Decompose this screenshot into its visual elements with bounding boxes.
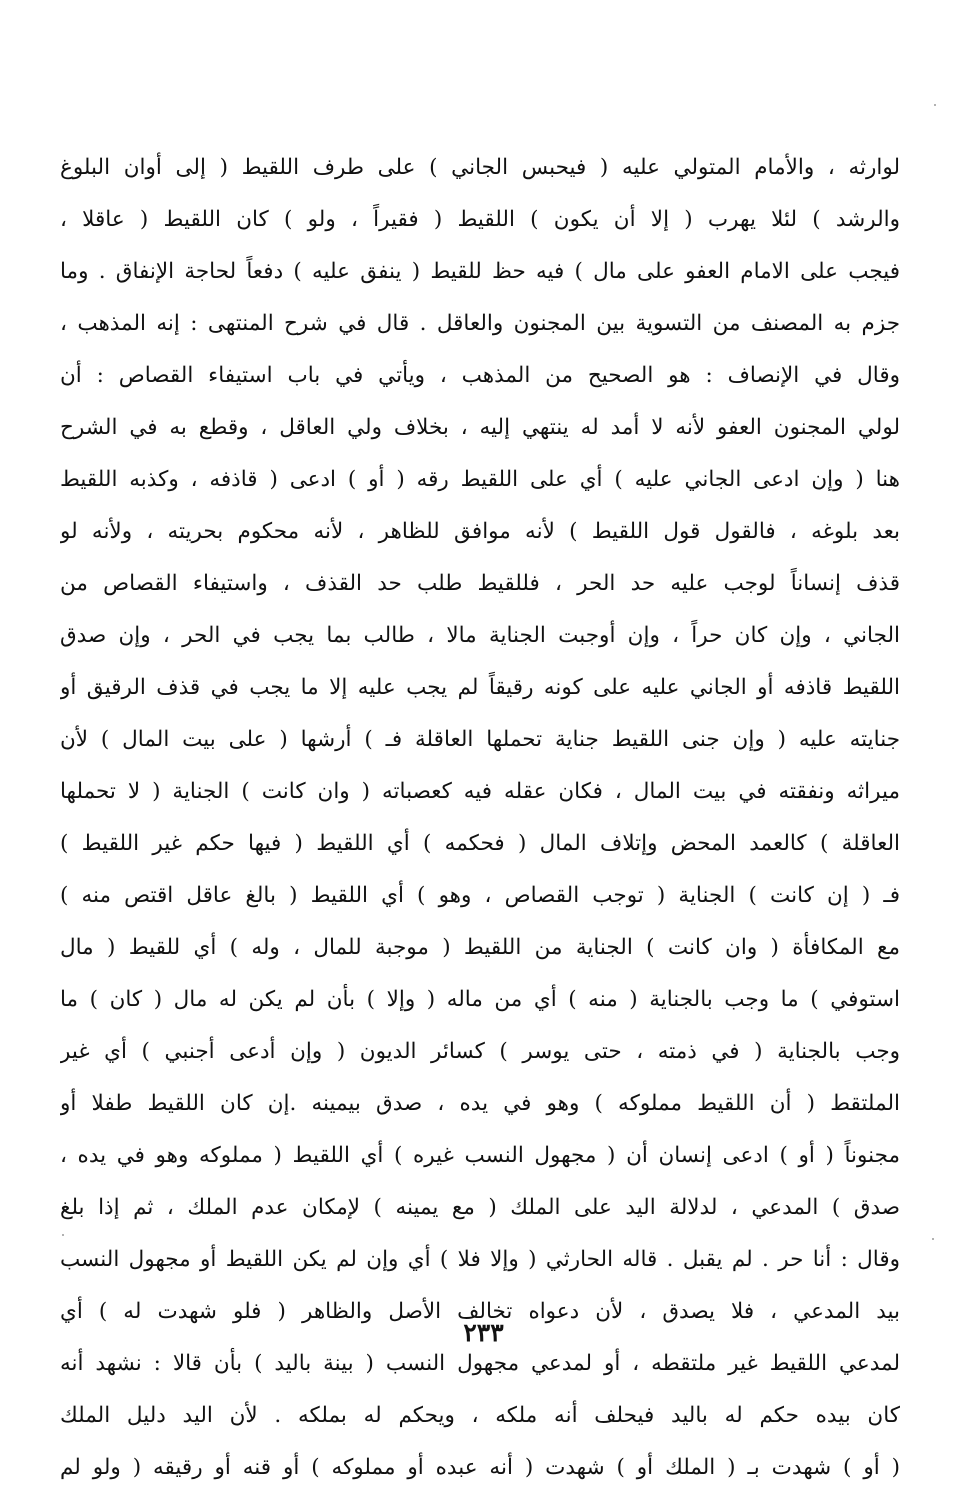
text-line: مع المكافأة ( وان كانت ) الجناية من اللقيط ( موجبة للمال ، وله ) أي للقيط ( مال [60,935,900,960]
text-line: العاقلة ) كالعمد المحض وإتلاف المال ( فحكمه ) أي اللقيط ( فيها حكم غير اللقيط ) [60,831,900,856]
text-line: ( أو ) شهدت بـ ( الملك أو ) شهدت ( أنه عبده أو مملوكه ) أو قنه أو رقيقه ( ولو لم [60,1455,900,1480]
text-line: وقال في الإنصاف : هو الصحيح من المذهب ، ويأتي في باب استيفاء القصاص : أن [60,363,900,388]
text-line: لوارثه ، والأمام المتولي عليه ( فيحبس الجاني ) على طرف اللقيط ( إلى أوان البلوغ [60,155,900,180]
text-line: مجنوناً ( أو ) ادعى إنسان أن ( مجهول النسب غيره ) أي اللقيط ( مملوكه وهو في يده ، [60,1143,900,1168]
text-line: جزم به المصنف من التسوية بين المجنون والعاقل . قال في شرح المنتهى : إنه المذهب ، [60,311,900,336]
text-line: استوفي ) ما وجب بالجناية ( منه ) أي من ماله ( وإلا ) بأن لم يكن له مال ( كان ) ما [60,987,900,1012]
text-line: الملتقط ( أن اللقيط مملوكه ) وهو في يده ، صدق بيمينه .إن كان اللقيط طفلا أو [60,1091,900,1116]
scan-speck [934,104,936,106]
text-line: فـ ( إن كانت ) الجناية ( توجب القصاص ، وهو ) أي اللقيط ( بالغ عاقل اقتص منه ) [60,883,900,908]
text-line: لولي المجنون العفو لأنه لا أمد له ينتهي إليه ، بخلاف ولي العاقل ، وقطع به في الشرح [60,415,900,440]
text-line: بيد المدعي ، فلا يصدق ، لأن دعواه تخالف الأصل والظاهر ( فلو شهدت له ) أي [60,1299,900,1324]
text-line: وقال : أنا حر . لم يقبل . قاله الحارثي ( وإلا فلا ) أي وإن لم يكن اللقيط أو مجهول النسب [60,1247,900,1272]
text-line: صدق ) المدعي ، لدلالة اليد على الملك ( مع يمينه ) لإمكان عدم الملك ، ثم إذا بلغ [60,1195,900,1220]
text-line: كان بيده حكم له باليد فيحلف أنه ملكه ، ويحكم له بملكه . لأن اليد دليل الملك [60,1403,900,1428]
scan-speck [62,1234,64,1236]
text-line: وجب بالجناية ( في ذمته ، حتى يوسر ) كسائر الديون ( وإن أدعى أجنبي ) أي غير [60,1039,900,1064]
scan-speck [932,1238,934,1240]
text-line: اللقيط قاذفه أو الجاني عليه على كونه رقيقاً لم يجب عليه إلا ما يجب في قذف الرقيق أو [60,675,900,700]
text-line: لمدعي اللقيط غير ملتقطه ، أو لمدعي مجهول النسب ( بينة باليد ) بأن قالا : نشهد أنه [60,1351,900,1376]
text-line: ميراثه ونفقته في بيت المال ، فكان عقله فيه كعصباته ( وان كانت ) الجناية ( لا تحملها [60,779,900,804]
text-line: والرشد ) لئلا يهرب ( إلا أن يكون ) اللقيط ( فقيراً ، ولو ) كان اللقيط ( عاقلا ، [60,207,900,232]
text-line: قذف إنساناً لوجب عليه حد الحر ، فللقيط طلب حد القذف ، واستيفاء القصاص من [60,571,900,596]
text-line: جنايته عليه ( وإن جنى اللقيط جناية تحملها العاقلة فـ ) أرشها ( على بيت المال ) لأن [60,727,900,752]
page-number: ٢٣٣ [463,1318,504,1347]
text-line: فيجب على الامام العفو على مال ) فيه حظ للقيط ( ينفق عليه ) دفعاً لحاجة الإنفاق . وما [60,259,900,284]
text-line: الجاني ، وإن كان حراً ، وإن أوجبت الجناية مالا ، طالب بما يجب في الحر ، وإن صدق [60,623,900,648]
text-line: بعد بلوغه ، فالقول قول اللقيط ) لأنه موافق للظاهر ، لأنه محكوم بحريته ، ولأنه لو [60,519,900,544]
text-line: هنا ( وإن ادعى الجاني عليه ) أي على اللقيط رقه ( أو ) ادعى ( قاذفه ، وكذبه اللقيط [60,467,900,492]
body-text [60,142,900,1494]
